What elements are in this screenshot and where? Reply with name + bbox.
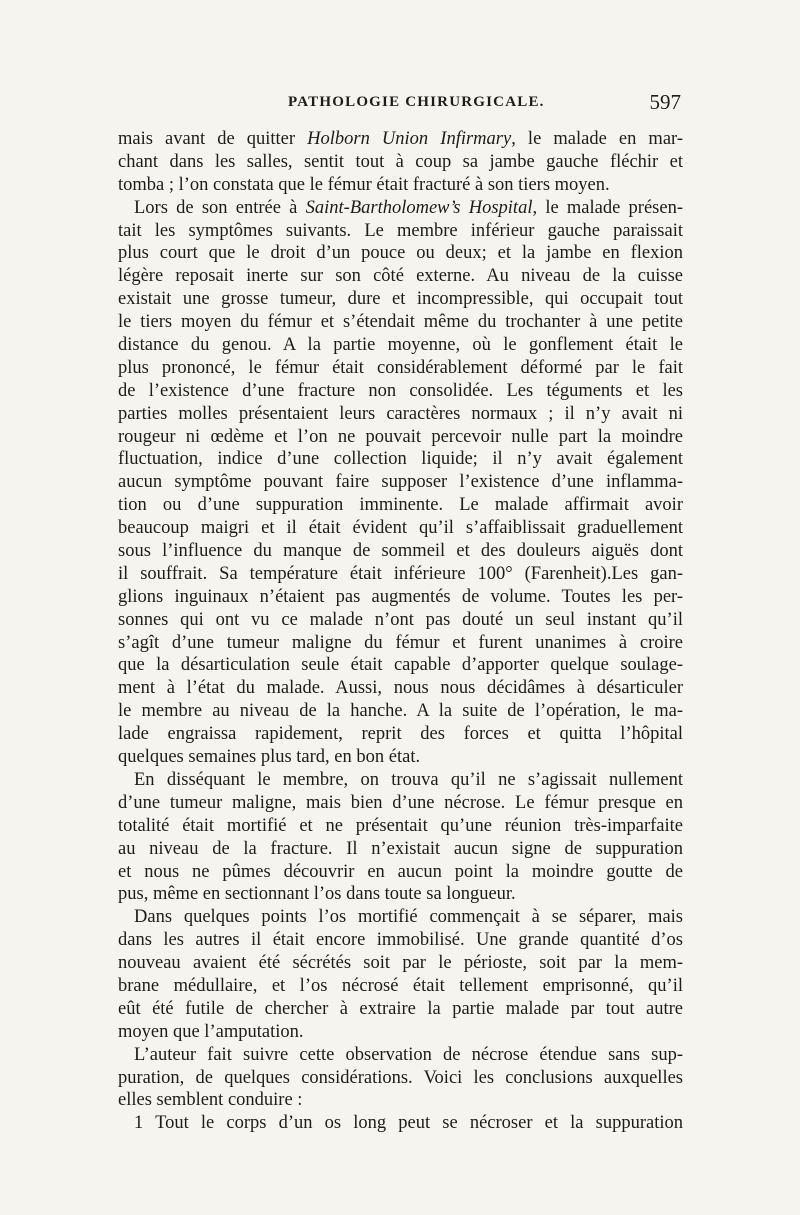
text-run: , le malade en mar- — [511, 129, 683, 149]
text-run: parties molles présentaient leurs caractères normaux ; il n’y avait ni — [118, 403, 683, 424]
text-line — [118, 677, 683, 700]
text-run: pus, même en sectionnant l’os dans toute sa longueur. — [118, 884, 516, 905]
text-run: chant dans les salles, sentit tout à coup sa jambe gauche fléchir et — [118, 151, 683, 172]
text-line — [118, 906, 683, 929]
text-run: eût été futile de chercher à extraire la partie malade par tout autre — [118, 998, 683, 1019]
text-line — [118, 1067, 683, 1090]
italic-run: Holborn Union Infirmary — [307, 129, 512, 149]
text-line — [118, 288, 683, 311]
text-run: légère reposait inerte sur son côté externe. Au niveau de la cuisse — [118, 266, 683, 287]
text-run: elles semblent conduire : — [118, 1090, 303, 1111]
text-line — [118, 265, 683, 288]
text-run: plus court que le droit d’un pouce ou deux; et la jambe en flexion — [118, 243, 683, 264]
text-line — [118, 151, 683, 174]
text-run: il souffrait. Sa température était inférieure 100° (Farenheit).Les gan- — [118, 563, 683, 584]
text-line — [118, 746, 683, 769]
text-line — [118, 815, 683, 838]
text-line — [118, 952, 683, 975]
text-line — [118, 128, 683, 151]
body-text — [118, 128, 683, 1135]
text-line — [118, 563, 683, 586]
text-line — [118, 700, 683, 723]
text-run: glions inguinaux n’étaient pas augmentés de volume. Toutes les per- — [118, 586, 683, 607]
text-line — [118, 334, 683, 357]
text-line — [118, 632, 683, 655]
text-line — [118, 609, 683, 632]
text-run: existait une grosse tumeur, dure et incompressible, qui occupait tout — [118, 289, 683, 310]
text-run: En disséquant le membre, on trouva qu’il ne s’agissait nullement — [134, 769, 683, 790]
text-line — [118, 1112, 683, 1135]
text-run: L’auteur fait suivre cette observation de nécrose étendue sans sup- — [134, 1044, 683, 1065]
text-run: d’une tumeur maligne, mais bien d’une nécrose. Le fémur presque en — [118, 792, 683, 813]
text-line — [118, 838, 683, 861]
text-line — [118, 357, 683, 380]
text-line — [118, 1044, 683, 1067]
text-run: lade engraissa rapidement, reprit des forces et quitta l’hôpital — [118, 724, 683, 745]
text-run: 1 Tout le corps d’un os long peut se nécroser et la suppuration — [134, 1113, 683, 1134]
text-line — [118, 975, 683, 998]
text-line — [118, 723, 683, 746]
text-line — [118, 1089, 683, 1112]
text-run: de l’existence d’une fracture non consolidée. Les téguments et les — [118, 380, 683, 401]
text-run: moyen que l’amputation. — [118, 1021, 304, 1042]
text-run: sous l’influence du manque de sommeil et des douleurs aiguës dont — [118, 541, 683, 562]
text-line — [118, 769, 683, 792]
text-line — [118, 242, 683, 265]
text-line — [118, 883, 683, 906]
text-run: aucun symptôme pouvant faire supposer l’existence d’une inflamma- — [118, 472, 683, 493]
text-run: dans les autres il était encore immobilisé. Une grande quantité d’os — [118, 930, 683, 951]
text-line — [118, 792, 683, 815]
text-run: Lors de son entrée à — [134, 197, 306, 218]
text-line — [118, 929, 683, 952]
text-line — [118, 517, 683, 540]
text-line — [118, 494, 683, 517]
text-run: s’agît d’une tumeur maligne du fémur et furent unanimes à croire — [118, 632, 683, 653]
text-run: , le malade présen- — [532, 197, 683, 218]
text-run: tion ou d’une suppuration imminente. Le malade affirmait avoir — [118, 495, 683, 516]
text-line — [118, 426, 683, 449]
italic-run: Saint-Bartholomew’s Hospital — [305, 197, 533, 218]
text-line — [118, 540, 683, 563]
text-line — [118, 1021, 683, 1044]
text-line — [118, 403, 683, 426]
text-line — [118, 861, 683, 884]
text-line — [118, 471, 683, 494]
text-run: puration, de quelques considérations. Voici les conclusions auxquelles — [118, 1067, 683, 1088]
text-run: nouveau avaient été sécrétés soit par le périoste, soit par la mem- — [118, 953, 683, 974]
text-run: fluctuation, indice d’une collection liquide; il n’y avait également — [118, 449, 683, 470]
text-run: sonnes qui ont vu ce malade n’ont pas douté un seul instant qu’il — [118, 609, 683, 630]
text-run: quelques semaines plus tard, en bon état. — [118, 747, 421, 768]
text-line — [118, 197, 683, 220]
text-run: rougeur ni œdème et l’on ne pouvait percevoir nulle part la moindre — [118, 426, 683, 447]
text-run: Dans quelques points l’os mortifié commençait à se séparer, mais — [134, 907, 683, 928]
page-header — [118, 90, 683, 120]
text-line — [118, 998, 683, 1021]
text-line — [118, 380, 683, 403]
text-run: beaucoup maigri et il était évident qu’il s’affaiblissait graduellement — [118, 518, 683, 539]
text-line — [118, 586, 683, 609]
text-run: brane médullaire, et l’os nécrosé était tellement emprisonné, qu’il — [118, 975, 683, 996]
text-run: au niveau de la fracture. Il n’existait aucun signe de suppuration — [118, 838, 683, 859]
page-number: 597 — [649, 90, 681, 114]
text-run: le tiers moyen du fémur et s’étendait même du trochanter à une petite — [118, 312, 683, 333]
text-run: plus prononcé, le fémur était considérablement déformé par le fait — [118, 357, 683, 378]
text-run: distance du genou. A la partie moyenne, où le gonflement était le — [118, 335, 683, 356]
text-line — [118, 654, 683, 677]
running-head: PATHOLOGIE CHIRURGICALE. — [288, 94, 545, 110]
text-run: totalité était mortifié et ne présentait qu’une réunion très-imparfaite — [118, 815, 683, 836]
text-run: tomba ; l’on constata que le fémur était fracturé à son tiers moyen. — [118, 174, 610, 195]
text-line — [118, 220, 683, 243]
text-line — [118, 174, 683, 197]
text-run: et nous ne pûmes découvrir en aucun point la moindre goutte de — [118, 861, 683, 882]
text-run: mais avant de quitter — [118, 129, 308, 149]
text-run: ment à l’état du malade. Aussi, nous nous décidâmes à désarticuler — [118, 678, 683, 699]
text-line — [118, 448, 683, 471]
text-run: tait les symptômes suivants. Le membre inférieur gauche paraissait — [118, 220, 683, 241]
text-run: le membre au niveau de la hanche. A la suite de l’opération, le ma- — [118, 701, 683, 722]
text-line — [118, 311, 683, 334]
text-run: que la désarticulation seule était capable d’apporter quelque soulage- — [118, 655, 683, 676]
